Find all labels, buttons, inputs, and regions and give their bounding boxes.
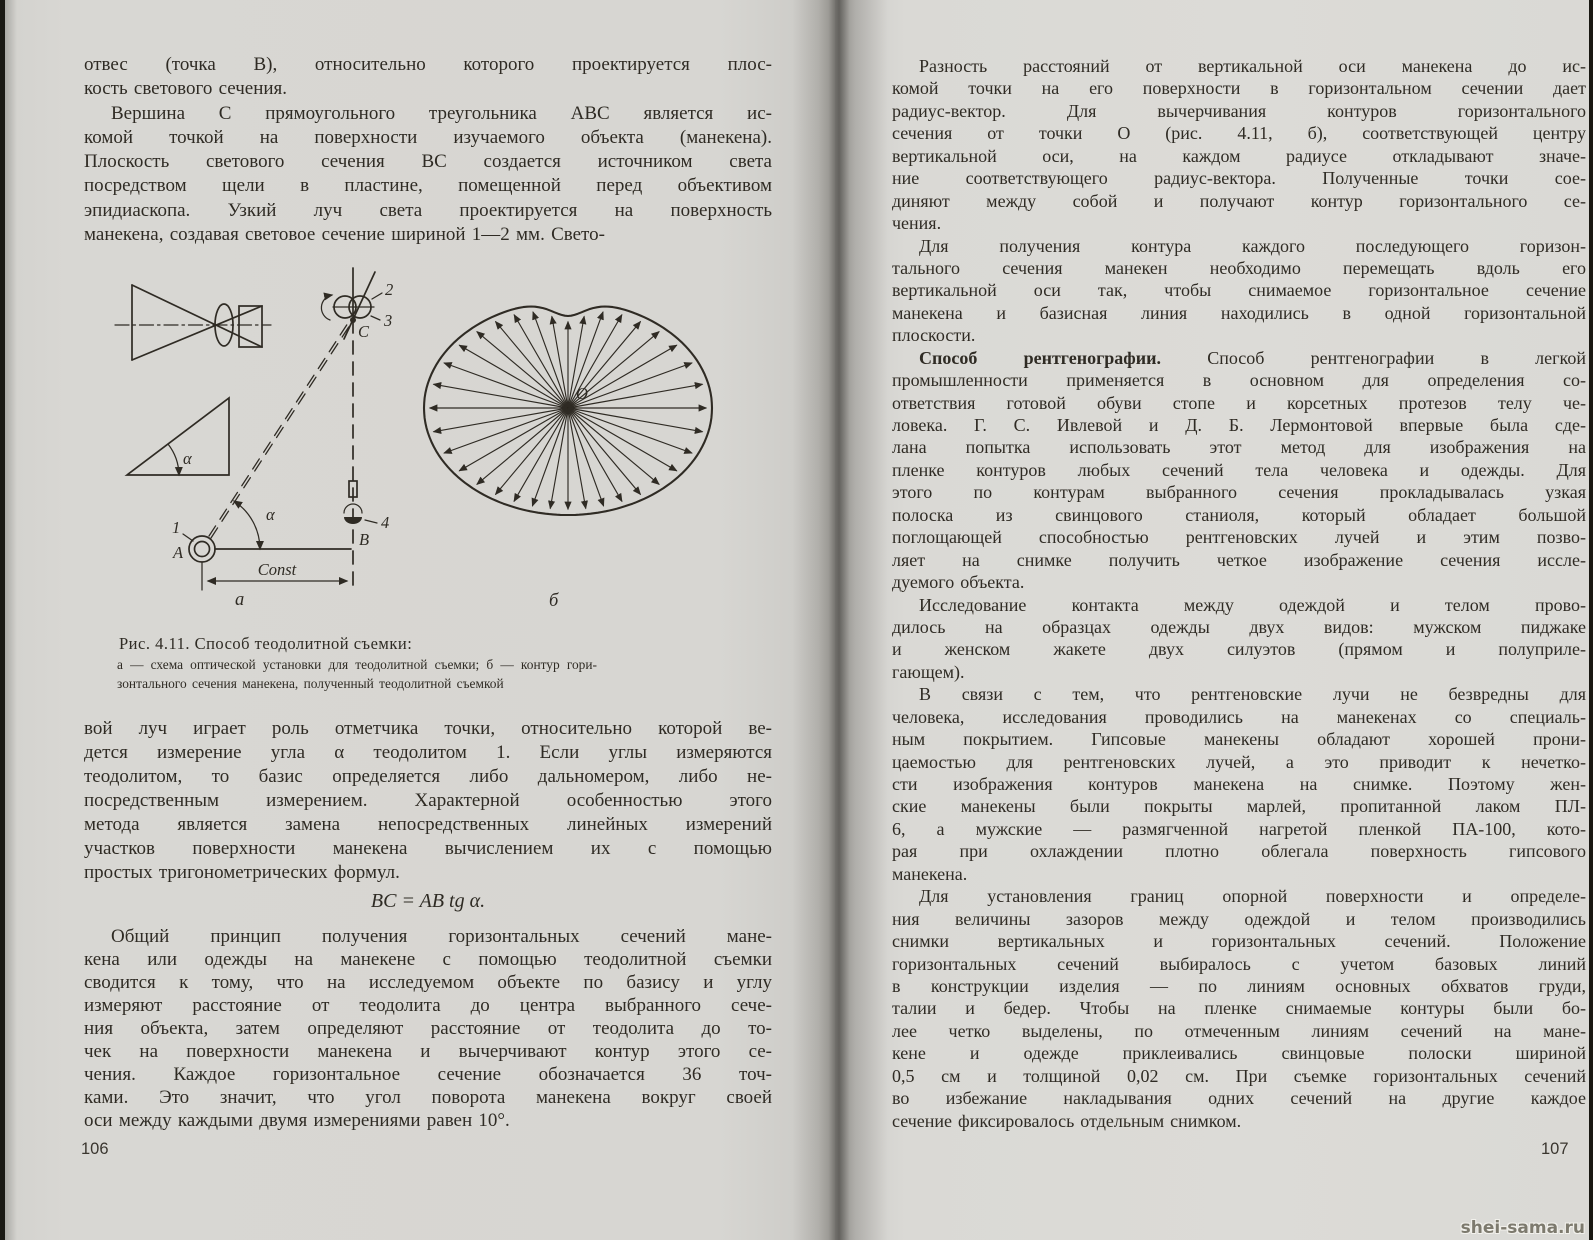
text-line: цаемостью для рентгеновских лучей, а это приводит к нечетко- [892, 751, 1586, 772]
text-line: сечение фиксировалось отдельным снимком. [892, 1110, 1242, 1131]
text-line: ным покрытием. Гипсовые манекены обладают хорошей прони- [892, 729, 1586, 750]
text-line: Вершина С прямоугольного треугольника АВС является ис- [111, 102, 772, 124]
right-text [892, 56, 1586, 1133]
label-C: C [358, 322, 370, 341]
label-B: B [359, 530, 370, 549]
text-line: талии и бедер. Чтобы на пленке снимаемые контуры были бо- [892, 998, 1586, 1019]
text-line: промышленности применяется в основном для определения со- [892, 370, 1586, 391]
label-A: A [173, 543, 184, 562]
text-line: человека, исследования проводились на манекенах со специаль- [892, 706, 1586, 727]
label-part-b: б [549, 591, 559, 611]
right-page [835, 0, 1589, 1240]
text-line: во избежание накладывания одних сечений на другие каждое [892, 1088, 1586, 1109]
label-O: O [576, 384, 588, 403]
label-4: 4 [381, 513, 390, 532]
text-line: этого по контурам выбранного сечения прокладывалась узкая [892, 482, 1586, 503]
text-line: 6, а мужские — размягченной нагретой пленкой ПА-100, кото- [892, 818, 1586, 839]
page-number-right: 107 [1541, 1140, 1569, 1158]
text-line: вертикальной оси так, чтобы снимаемое горизонтальное сечение [892, 280, 1586, 301]
text-line: диняют между собой и получают контур горизонтального се- [892, 190, 1586, 211]
text-line: сводится к тому, что на исследуемом объекте по базису и углу [84, 972, 772, 993]
text-line: радиус-вектор. Для вычерчивания контуров горизонтального [892, 100, 1586, 121]
text-line: дуемого объекта. [892, 572, 1025, 593]
text-line: манекена, создавая световое сечение шириной 1—2 мм. Свето- [84, 224, 605, 246]
point-C-dot [350, 317, 356, 323]
angle-triangle-schematic [127, 398, 229, 475]
label-part-a: а [235, 590, 245, 610]
text-line: метода является замена непосредственных линейных измерений [84, 814, 772, 835]
text-line: вертикальной оси, на каждом радиусе откладывают значе- [892, 145, 1586, 166]
text-line: кость светового сечения. [84, 78, 288, 100]
text-line: ние соответствующего радиус-вектора. Полученные точки сое- [892, 168, 1586, 189]
text-line: лее четко выделены, по отмеченным линиям сечений на мане- [892, 1020, 1586, 1041]
text-line: ния объекта, затем определяют расстояние от теодолита до то- [84, 1018, 772, 1039]
formula: BC = AB tg α. [370, 890, 486, 912]
text-line: 0,5 см и толщиной 0,02 см. При съемке горизонтальных сечений [892, 1065, 1586, 1086]
text-line: простых тригонометрических формул. [84, 862, 400, 883]
text-line: рая при охлаждении плотно облегала поверхность гипсового [892, 841, 1586, 862]
text-line: ответствия готовой обуви стопе и корсетных протезов телу че- [892, 392, 1586, 413]
label-1: 1 [172, 518, 181, 537]
text-line: а — схема оптической установки для теодолитной съемки; б — контур гори- [117, 657, 597, 672]
watermark: shei-sama.ru [1460, 1218, 1585, 1238]
text-line: зонтального сечения манекена, полученный теодолитной съемкой [117, 676, 504, 691]
text-line: вой луч играет роль отметчика точки, относительно которой ве- [84, 718, 772, 739]
text-line: комой точки на его поверхности в горизонтальном сечении дает [892, 78, 1586, 99]
text-line: В связи с тем, что рентгеновские лучи не безвредны для [919, 684, 1586, 705]
text-line: кена или одежды на манекене с помощью теодолитной съемки [84, 949, 772, 970]
text-line: дилось на образцах одежды двух видов: мужском пиджаке [892, 616, 1586, 637]
text-line: сечения от точки О (рис. 4.11, б), соответствующей центру [892, 123, 1586, 144]
text-line: полоска из свинцового станиоля, который обладает большой [892, 504, 1586, 525]
text-line: Исследование контакта между одеждой и телом прово- [919, 594, 1586, 615]
text-line: в конструкции изделия — по линиям основных обхватов груди, [892, 975, 1586, 996]
text-line: эпидиаскопа. Узкий луч света проектируется на поверхность [84, 199, 772, 221]
text-line: снимки вертикальных и горизонтальных сечений. Положение [892, 931, 1586, 952]
left-top-text [84, 54, 772, 248]
text-line: участков поверхности манекена вычислением их с помощью [84, 838, 772, 859]
text-line: чек на поверхности манекена и вычерчивают контур этого се- [84, 1041, 772, 1062]
condenser-lens-icon [344, 517, 362, 524]
theodolite-icon [195, 542, 210, 557]
figure-caption [117, 657, 597, 695]
text-line: ловека. Г. С. Ивлевой и Д. Б. Лермонтовой впервые была сде- [892, 415, 1586, 435]
text-line: Для получения контура каждого последующего горизон- [919, 235, 1586, 256]
text-line: ские манекены были покрыты марлей, пропитанной лаком ПЛ- [892, 796, 1586, 817]
text-line: пленке контуров любых сечений тела человека и одежды. Для [892, 459, 1586, 480]
page-number-left: 106 [81, 1140, 109, 1158]
left-middle-text [84, 718, 772, 886]
text-line: Для установления границ опорной поверхности и определе- [919, 886, 1586, 907]
text-line: и женском жакете двух силуэтов (прямом и полуприле- [892, 639, 1586, 660]
text-line: ния величины зазоров между одеждой и телом производились [892, 908, 1586, 929]
text-line: теодолитом, то базис определяется либо дальномером, либо не- [84, 766, 772, 787]
projector-schematic [115, 285, 271, 360]
text-line: сти изображения контуров манекена на снимке. Поэтому жен- [892, 774, 1586, 794]
text-line: измеряют расстояние от теодолита до центра выбранного сече- [84, 995, 772, 1016]
text-line: манекена. [892, 863, 968, 884]
text-line: ляет на снимке получить четкое изображение сечения иссле- [892, 549, 1586, 570]
text-line: дется измерение угла α теодолитом 1. Если углы измеряются [84, 742, 772, 763]
text-line: чения. [892, 213, 942, 234]
text-line: лана попытка использовать этот метод для изображения на [892, 437, 1586, 458]
text-line: оси между каждыми двумя измерениями равен 10°. [84, 1110, 510, 1131]
rotation-arrow-icon [321, 295, 332, 320]
text-line: гающем). [892, 661, 965, 682]
text-line: Плоскость светового сечения ВС создается источником света [84, 151, 772, 173]
text-line: поглощающей способностью рентгеновских лучей и этим позво- [892, 527, 1586, 548]
label-const: Const [257, 560, 297, 579]
figure-caption-title: Рис. 4.11. Способ теодолитной съемки: [119, 634, 413, 653]
text-line: Разность расстояний от вертикальной оси манекена до ис- [919, 56, 1586, 76]
text-line: отвес (точка В), относительно которого проектируется плос- [84, 54, 772, 75]
label-3: 3 [384, 311, 393, 330]
text-line: Способ рентгенографии. Способ рентгенографии в легкой [919, 347, 1587, 368]
figure-4-11 [99, 262, 789, 614]
text-line: горизонтальных сечений выбиралось с учетом базовых линий [892, 953, 1586, 974]
label-alpha: α [183, 449, 192, 468]
contour-diagram [424, 307, 712, 516]
text-line: Общий принцип получения горизонтальных сечений мане- [111, 926, 772, 947]
text-line: кене и одежде приклеивались свинцовые полоски шириной [892, 1043, 1586, 1064]
theodolite-icon [189, 536, 215, 562]
text-line: посредственным измерением. Характерной особенностью этого [84, 790, 772, 811]
text-line: чения. Каждое горизонтальное сечение обозначается 36 точ- [84, 1064, 772, 1085]
left-page [5, 0, 835, 1240]
text-line: ками. Это значит, что угол поворота манекена вокруг своей [84, 1087, 772, 1108]
label-alpha-main: α [266, 505, 275, 524]
text-line: плоскости. [892, 325, 976, 346]
text-line: посредством щели в пластине, помещенной перед объективом [84, 175, 772, 197]
left-bottom-text [84, 926, 772, 1133]
text-line: манекена и базисная линия находились в одной горизонтальной [892, 302, 1586, 323]
label-2: 2 [385, 280, 394, 299]
text-line: комой точкой на поверхности изучаемого объекта (манекена). [84, 126, 772, 148]
text-line: тального сечения манекен необходимо перемещать вдоль его [892, 257, 1586, 278]
